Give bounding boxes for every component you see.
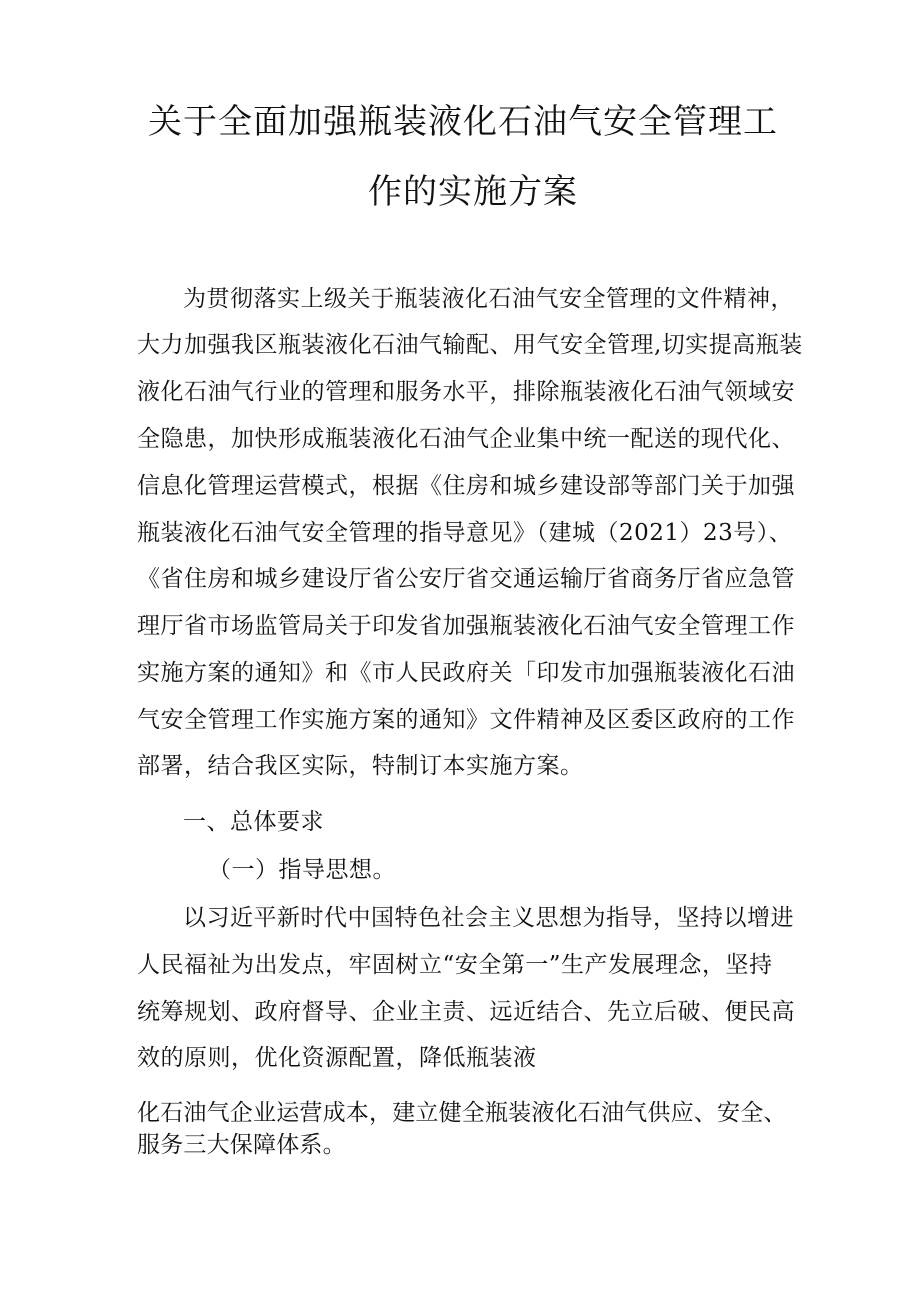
paragraph-1-line: 瓶装液化石油气安全管理的指导意见》（建城（2021）23号）、 — [137, 520, 793, 546]
paragraph-1-line: 大力加强我区瓶装液化石油气输配、用气安全管理,切实提高瓶装 — [137, 332, 803, 358]
document-title-line-2: 作的实施方案 — [368, 172, 578, 212]
paragraph-1-line: 实施方案的通知》和《市人民政府关「印发市加强瓶装液化石油 — [137, 660, 795, 686]
subsection-heading: （一）指导思想。 — [208, 857, 396, 883]
paragraph-2-line: 效的原则，优化资源配置，降低瓶装液 — [137, 1045, 537, 1071]
paragraph-1-line: 《省住房和城乡建设厅省公安厅省交通运输厅省商务厅省应急管 — [137, 566, 795, 592]
paragraph-2-line: 统筹规划、政府督导、企业主责、远近结合、先立后破、便民高 — [137, 999, 795, 1025]
paragraph-1-line: 部署，结合我区实际，特制订本实施方案。 — [137, 753, 584, 779]
paragraph-1-line: 气安全管理工作实施方案的通知》文件精神及区委区政府的工作 — [137, 707, 795, 733]
paragraph-3-line: 化石油气企业运营成本，建立健全瓶装液化石油气供应、安全、 — [137, 1100, 787, 1126]
paragraph-1-line: 信息化管理运营模式，根据《住房和城乡建设部等部门关于加强 — [137, 473, 795, 499]
paragraph-2-line: 人民福祉为出发点，牢固树立“安全第一”生产发展理念，坚持 — [137, 952, 773, 978]
paragraph-1-line: 理厅省市场监管局关于印发省加强瓶装液化石油气安全管理工作 — [137, 613, 795, 639]
paragraph-1-line: 液化石油气行业的管理和服务水平，排除瓶装液化石油气领域安 — [137, 379, 795, 405]
document-title-line-1: 关于全面加强瓶装液化石油气安全管理工 — [148, 102, 778, 142]
section-heading: 一、总体要求 — [183, 809, 324, 835]
paragraph-1-line: 全隐患，加快形成瓶装液化石油气企业集中统一配送的现代化、 — [137, 426, 795, 452]
paragraph-1-line: 为贯彻落实上级关于瓶装液化石油气安全管理的文件精神， — [183, 286, 794, 312]
paragraph-2-line: 以习近平新时代中国特色社会主义思想为指导，坚持以增进 — [183, 905, 794, 931]
paragraph-3-line: 服务三大保障体系。 — [137, 1132, 346, 1158]
